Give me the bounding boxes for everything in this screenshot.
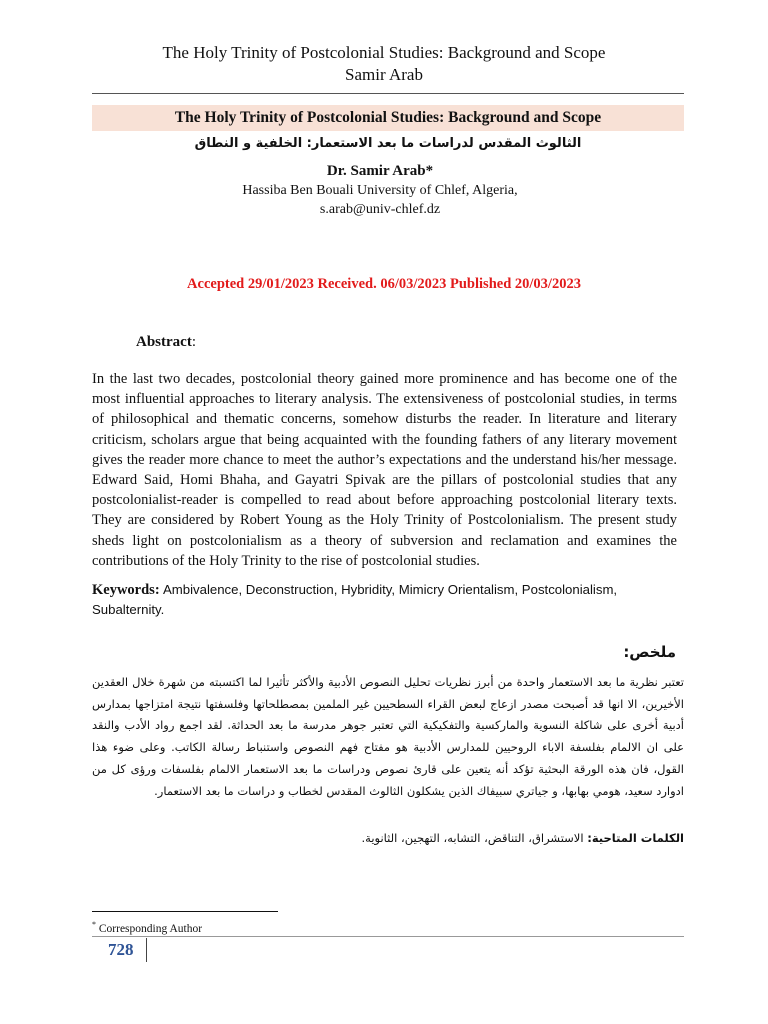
abstract-heading-colon: : xyxy=(191,334,196,350)
author-name: Dr. Samir Arab* xyxy=(326,163,434,179)
footnote-text: Corresponding Author xyxy=(98,922,203,935)
page-number-separator xyxy=(146,938,147,962)
author-block xyxy=(200,162,560,219)
footnote-divider xyxy=(92,911,278,912)
abstract-text: In the last two decades, postcolonial theory gained more prominence and has become one of the most influential approaches to literary analysis. The extensiveness of postcolonial studies, in terms of philosophical and thematic concerns, somehow disturbs the reader. In literature and literary criticism, scholars argue that being acquainted with the founding fathers of any literary movement gives the reader more chance to meet the author’s expectations and the understand his/her message. Edward Said, Homi Bhaha, and Gayatri Spivak are the pillars of postcolonial studies that any postcolonialist-reader is compelled to read about before approaching postcolonial literary texts. They are considered by Robert Young as the Holy Trinity of Postcolonialism. The present study sheds light on postcolonialism as a theory of subversion and reclamation and examines the contributions of the Holy Trinity to the rise of postcolonial studies. xyxy=(92,371,677,569)
footnote-marker: * xyxy=(92,920,96,929)
author-email: s.arab@univ-chlef.dz xyxy=(319,202,441,217)
footer-divider xyxy=(92,936,684,937)
keywords-list: Ambivalence, Deconstruction, Hybridity, Mimicry Orientalism, Postcolonialism, Subalternity. xyxy=(92,582,618,617)
arabic-keywords-label: الكلمات المتاحية: xyxy=(587,831,684,845)
header-divider xyxy=(92,93,684,94)
page-number: 728 xyxy=(108,940,134,959)
abstract-heading xyxy=(136,334,196,351)
footnote xyxy=(92,920,202,935)
arabic-keywords-list: الاستشراق، التناقض، التشابه، التهجين، الثانوية. xyxy=(361,831,584,845)
publication-dates: Accepted 29/01/2023 Received. 06/03/2023 Published 20/03/2023 xyxy=(187,276,581,292)
running-header xyxy=(0,42,768,86)
keywords-label: Keywords: xyxy=(92,582,160,598)
running-title: The Holy Trinity of Postcolonial Studies: Background and Scope xyxy=(162,43,606,62)
keywords xyxy=(92,580,680,620)
article-title-arabic: الثالوث المقدس لدراسات ما بعد الاستعمار: الخلفية و النطاق xyxy=(194,136,582,151)
arabic-abstract-heading: ملخص: xyxy=(623,643,676,661)
arabic-keywords xyxy=(92,828,684,848)
arabic-abstract-text: تعتبر نظرية ما بعد الاستعمار واحدة من أبرز نظريات تحليل النصوص الأدبية والأكثر تأثيرا لما اكتسبته من شهرة خلال العقدين الأخيرين، الا انها قد أصبحت مصدر ازعاج لبعض القراء السطحيين غير الملمين بمصطلحاتها وفلسفتها نتيجة امتزاجها بمدارس أدبية أخرى على شاكلة النسوية والماركسية والتفكيكية التي تعتبر جوهر مدرسة ما بعد الحداثة. لقد اجمع رواد الأدب والنقد على ان الالمام بفلسفة الاباء الروحيين للمدارس الأدبية هو مفتاح فهم النصوص واستنباط رسالة الكاتب. وعلى ضوء هذا القول، فان هذه الورقة البحثية تؤكد أنه يتعين على قارئ نصوص ودراسات ما بعد الاستعمار الالمام بفلسفات ورؤى كل من ادوارد سعيد، هومي بهابها، و جياتري سبيفاك الذين يشكلون الثالوث المقدس لخطاب و دراسات ما بعد الاستعمار. xyxy=(92,675,684,798)
article-title: The Holy Trinity of Postcolonial Studies: Background and Scope xyxy=(92,105,684,131)
abstract-heading-label: Abstract xyxy=(136,334,192,350)
running-author: Samir Arab xyxy=(345,65,423,84)
author-affiliation: Hassiba Ben Bouali University of Chlef, Algeria, xyxy=(242,183,518,198)
